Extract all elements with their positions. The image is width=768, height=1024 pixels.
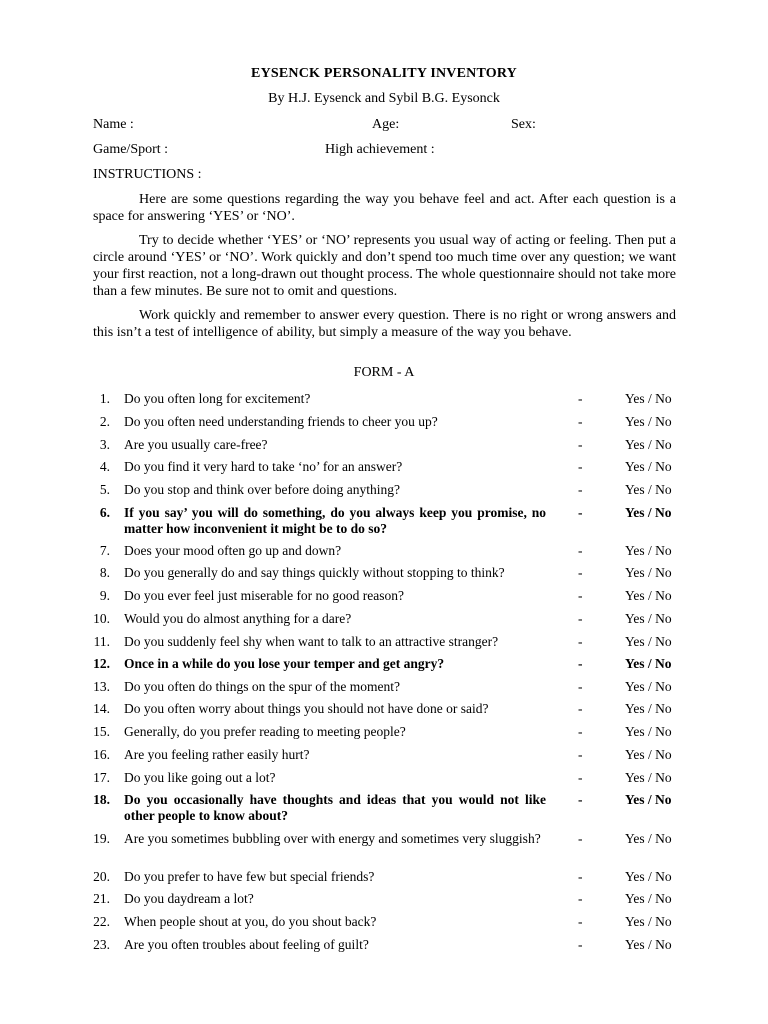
answer-options[interactable]: Yes / No xyxy=(625,656,672,671)
question-text: Are you feeling rather easily hurt? xyxy=(124,747,310,762)
question-dash: - xyxy=(578,634,583,649)
question-text: Do you like going out a lot? xyxy=(124,770,276,785)
question-text: Do you suddenly feel shy when want to talk to an attractive stranger? xyxy=(124,634,499,649)
question-number: 3. xyxy=(99,437,110,452)
question-number: 13. xyxy=(93,679,110,694)
question-dash: - xyxy=(578,482,583,497)
question-dash: - xyxy=(578,565,583,580)
age-field-label: Age: xyxy=(372,117,400,132)
question-number: 20. xyxy=(93,869,110,884)
answer-options[interactable]: Yes / No xyxy=(625,505,672,520)
answer-options[interactable]: Yes / No xyxy=(625,914,672,929)
question-text: Do you generally do and say things quickly without stopping to think? xyxy=(124,565,505,580)
question-number: 21. xyxy=(93,891,110,906)
answer-options[interactable]: Yes / No xyxy=(625,770,672,785)
answer-options[interactable]: Yes / No xyxy=(625,565,672,580)
question-number: 17. xyxy=(93,770,110,785)
answer-options[interactable]: Yes / No xyxy=(625,869,672,884)
question-number: 15. xyxy=(93,724,110,739)
question-text: If you say’ you will do something, do you always keep you promise, no matter how inconvenient it might be to do so? xyxy=(124,505,546,536)
answer-options[interactable]: Yes / No xyxy=(625,701,672,716)
question-number: 2. xyxy=(99,414,110,429)
question-text: Would you do almost anything for a dare? xyxy=(124,611,352,626)
answer-options[interactable]: Yes / No xyxy=(625,543,672,558)
question-number: 4. xyxy=(99,459,110,474)
document-authors: By H.J. Eysenck and Sybil B.G. Eysonck xyxy=(268,91,500,106)
question-dash: - xyxy=(578,505,583,520)
answer-options[interactable]: Yes / No xyxy=(625,482,672,497)
question-text: Are you sometimes bubbling over with energy and sometimes very sluggish? xyxy=(124,831,541,846)
question-dash: - xyxy=(578,588,583,603)
instructions-heading: INSTRUCTIONS : xyxy=(93,167,202,182)
question-dash: - xyxy=(578,891,583,906)
name-field-label: Name : xyxy=(93,117,134,132)
question-dash: - xyxy=(578,701,583,716)
answer-options[interactable]: Yes / No xyxy=(625,747,672,762)
question-number: 6. xyxy=(99,505,110,520)
answer-options[interactable]: Yes / No xyxy=(625,437,672,452)
answer-options[interactable]: Yes / No xyxy=(625,459,672,474)
question-text: Do you daydream a lot? xyxy=(124,891,254,906)
instructions-paragraph-2: Try to decide whether ‘YES’ or ‘NO’ represents you usual way of acting or feeling. Then put a circle around ‘YES’ or ‘NO’. Work quickly and don’t spend too much time over any question; we want your first reaction, not a long-drawn out thought process. The whole questionnaire should not take more than a few minutes. Be sure not to omit and questions. xyxy=(93,233,676,299)
question-dash: - xyxy=(578,914,583,929)
question-text: Generally, do you prefer reading to meeting people? xyxy=(124,724,406,739)
question-number: 10. xyxy=(93,611,110,626)
question-dash: - xyxy=(578,724,583,739)
question-text: Do you prefer to have few but special friends? xyxy=(124,869,375,884)
instructions-paragraph-3: Work quickly and remember to answer every question. There is no right or wrong answers and this isn’t a test of intelligence of ability, but simply a measure of the way you behave. xyxy=(93,308,676,340)
question-text: Once in a while do you lose your temper and get angry? xyxy=(124,656,445,671)
question-dash: - xyxy=(578,414,583,429)
question-text: Do you often worry about things you should not have done or said? xyxy=(124,701,489,716)
question-number: 14. xyxy=(93,701,110,716)
question-dash: - xyxy=(578,831,583,846)
sex-field-label: Sex: xyxy=(511,117,536,132)
question-number: 23. xyxy=(93,937,110,952)
question-dash: - xyxy=(578,543,583,558)
question-text: Do you occasionally have thoughts and ideas that you would not like other people to know about? xyxy=(124,792,546,823)
question-number: 19. xyxy=(93,831,110,846)
question-text: Do you ever feel just miserable for no good reason? xyxy=(124,588,405,603)
question-dash: - xyxy=(578,747,583,762)
answer-options[interactable]: Yes / No xyxy=(625,414,672,429)
answer-options[interactable]: Yes / No xyxy=(625,679,672,694)
question-dash: - xyxy=(578,459,583,474)
question-text: When people shout at you, do you shout back? xyxy=(124,914,377,929)
question-dash: - xyxy=(578,611,583,626)
question-text: Are you often troubles about feeling of guilt? xyxy=(124,937,369,952)
question-text: Do you find it very hard to take ‘no’ for an answer? xyxy=(124,459,403,474)
question-text: Do you often need understanding friends to cheer you up? xyxy=(124,414,438,429)
question-dash: - xyxy=(578,937,583,952)
answer-options[interactable]: Yes / No xyxy=(625,724,672,739)
question-number: 18. xyxy=(93,792,110,807)
question-number: 22. xyxy=(93,914,110,929)
question-text: Do you often long for excitement? xyxy=(124,391,311,406)
question-number: 8. xyxy=(99,565,110,580)
form-title: FORM - A xyxy=(353,365,415,380)
answer-options[interactable]: Yes / No xyxy=(625,634,672,649)
question-dash: - xyxy=(578,679,583,694)
answer-options[interactable]: Yes / No xyxy=(625,792,672,807)
answer-options[interactable]: Yes / No xyxy=(625,937,672,952)
answer-options[interactable]: Yes / No xyxy=(625,891,672,906)
question-text: Does your mood often go up and down? xyxy=(124,543,342,558)
question-number: 9. xyxy=(99,588,110,603)
question-dash: - xyxy=(578,869,583,884)
question-dash: - xyxy=(578,792,583,807)
document-title: EYSENCK PERSONALITY INVENTORY xyxy=(251,66,517,81)
question-number: 11. xyxy=(93,634,110,649)
question-number: 16. xyxy=(93,747,110,762)
answer-options[interactable]: Yes / No xyxy=(625,588,672,603)
question-number: 5. xyxy=(99,482,110,497)
question-dash: - xyxy=(578,656,583,671)
answer-options[interactable]: Yes / No xyxy=(625,391,672,406)
question-dash: - xyxy=(578,391,583,406)
instructions-paragraph-1: Here are some questions regarding the way you behave feel and act. After each question is a space for answering ‘YES’ or ‘NO’. xyxy=(93,192,676,224)
question-text: Do you often do things on the spur of the moment? xyxy=(124,679,400,694)
question-dash: - xyxy=(578,437,583,452)
high-achievement-field-label: High achievement : xyxy=(325,142,435,157)
question-text: Do you stop and think over before doing anything? xyxy=(124,482,400,497)
question-text: Are you usually care-free? xyxy=(124,437,268,452)
answer-options[interactable]: Yes / No xyxy=(625,831,672,846)
game-sport-field-label: Game/Sport : xyxy=(93,142,169,157)
question-number: 1. xyxy=(99,391,110,406)
question-number: 7. xyxy=(99,543,110,558)
question-number: 12. xyxy=(93,656,110,671)
question-dash: - xyxy=(578,770,583,785)
answer-options[interactable]: Yes / No xyxy=(625,611,672,626)
